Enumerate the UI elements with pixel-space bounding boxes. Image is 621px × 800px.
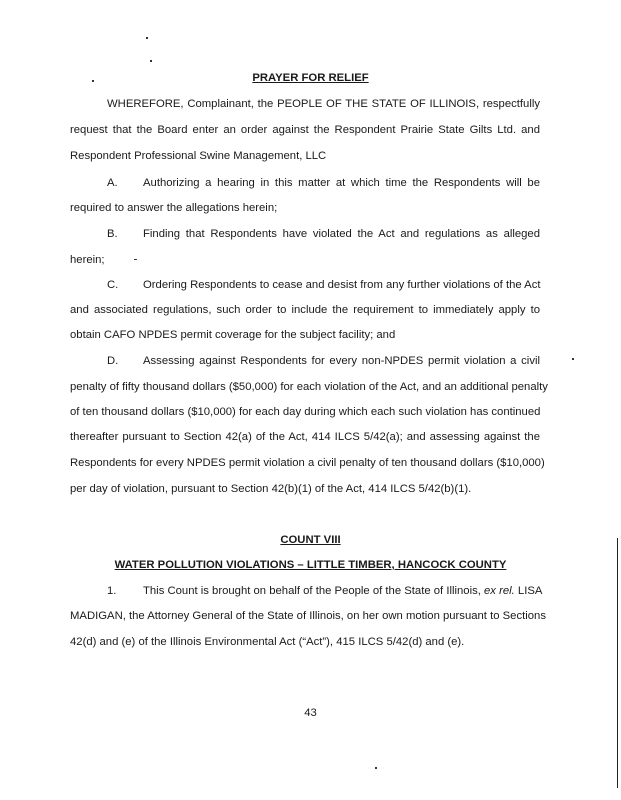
scan-speck [375, 767, 377, 769]
scan-speck [572, 358, 574, 360]
item-text-line: herein; [70, 254, 105, 266]
item-text-line: Respondents for every NPDES permit violation a civil penalty of ten thousand dollars ($10,000) [70, 457, 545, 469]
prayer-heading: PRAYER FOR RELIEF [252, 72, 369, 84]
prayer-intro-line: request that the Board enter an order against the Respondent Prairie State Gilts Ltd. and [70, 124, 540, 136]
prayer-intro-line: Respondent Professional Swine Management, LLC [70, 150, 327, 162]
item-text-line: Finding that Respondents have violated the Act and regulations as alleged [143, 228, 540, 240]
item-text-line: thereafter pursuant to Section 42(a) of the Act, 414 ILCS 5/42(a); and assessing against the [70, 431, 540, 443]
item-text-line: Ordering Respondents to cease and desist from any further violations of the Act [143, 279, 541, 291]
scan-edge-line [617, 538, 618, 788]
paragraph-number: 1. [107, 585, 117, 597]
prayer-intro-line: WHEREFORE, Complainant, the PEOPLE OF THE STATE OF ILLINOIS, respectfully [107, 98, 540, 110]
item-label: D. [107, 355, 119, 367]
scan-speck [146, 37, 148, 39]
item-text-line: required to answer the allegations herein; [70, 202, 278, 214]
page-number: 43 [304, 707, 317, 719]
scan-speck [134, 259, 137, 260]
count-subheading: WATER POLLUTION VIOLATIONS – LITTLE TIMBER, HANCOCK COUNTY [114, 559, 507, 571]
item-label: A. [107, 177, 118, 189]
paragraph-text: LISA [514, 585, 543, 597]
paragraph-text-line: MADIGAN, the Attorney General of the State of Illinois, on her own motion pursuant to Sections [70, 610, 546, 622]
item-text-line: and associated regulations, such order to include the requirement to immediately apply to [70, 304, 540, 316]
item-text-line: obtain CAFO NPDES permit coverage for the subject facility; and [70, 329, 396, 341]
item-text-line: Assessing against Respondents for every non-NPDES permit violation a civil [143, 355, 540, 367]
scan-speck [150, 60, 152, 62]
item-text-line: per day of violation, pursuant to Section 42(b)(1) of the Act, 414 ILCS 5/42(b)(1). [70, 483, 472, 495]
item-text-line: Authorizing a hearing in this matter at which time the Respondents will be [143, 177, 540, 189]
paragraph-text: This Count is brought on behalf of the People of the State of Illinois, [143, 585, 485, 597]
count-heading: COUNT VIII [280, 534, 341, 546]
paragraph-text-line [143, 585, 543, 597]
item-label: B. [107, 228, 118, 240]
paragraph-text-line: 42(d) and (e) of the Illinois Environmental Act (“Act”), 415 ILCS 5/42(d) and (e). [70, 636, 465, 648]
item-text-line: of ten thousand dollars ($10,000) for each day during which each such violation has continued [70, 406, 541, 418]
item-label: C. [107, 279, 119, 291]
item-text-line: penalty of fifty thousand dollars ($50,000) for each violation of the Act, and an additional penalty [70, 381, 548, 393]
ex-rel-emphasis: ex rel. [484, 585, 515, 597]
